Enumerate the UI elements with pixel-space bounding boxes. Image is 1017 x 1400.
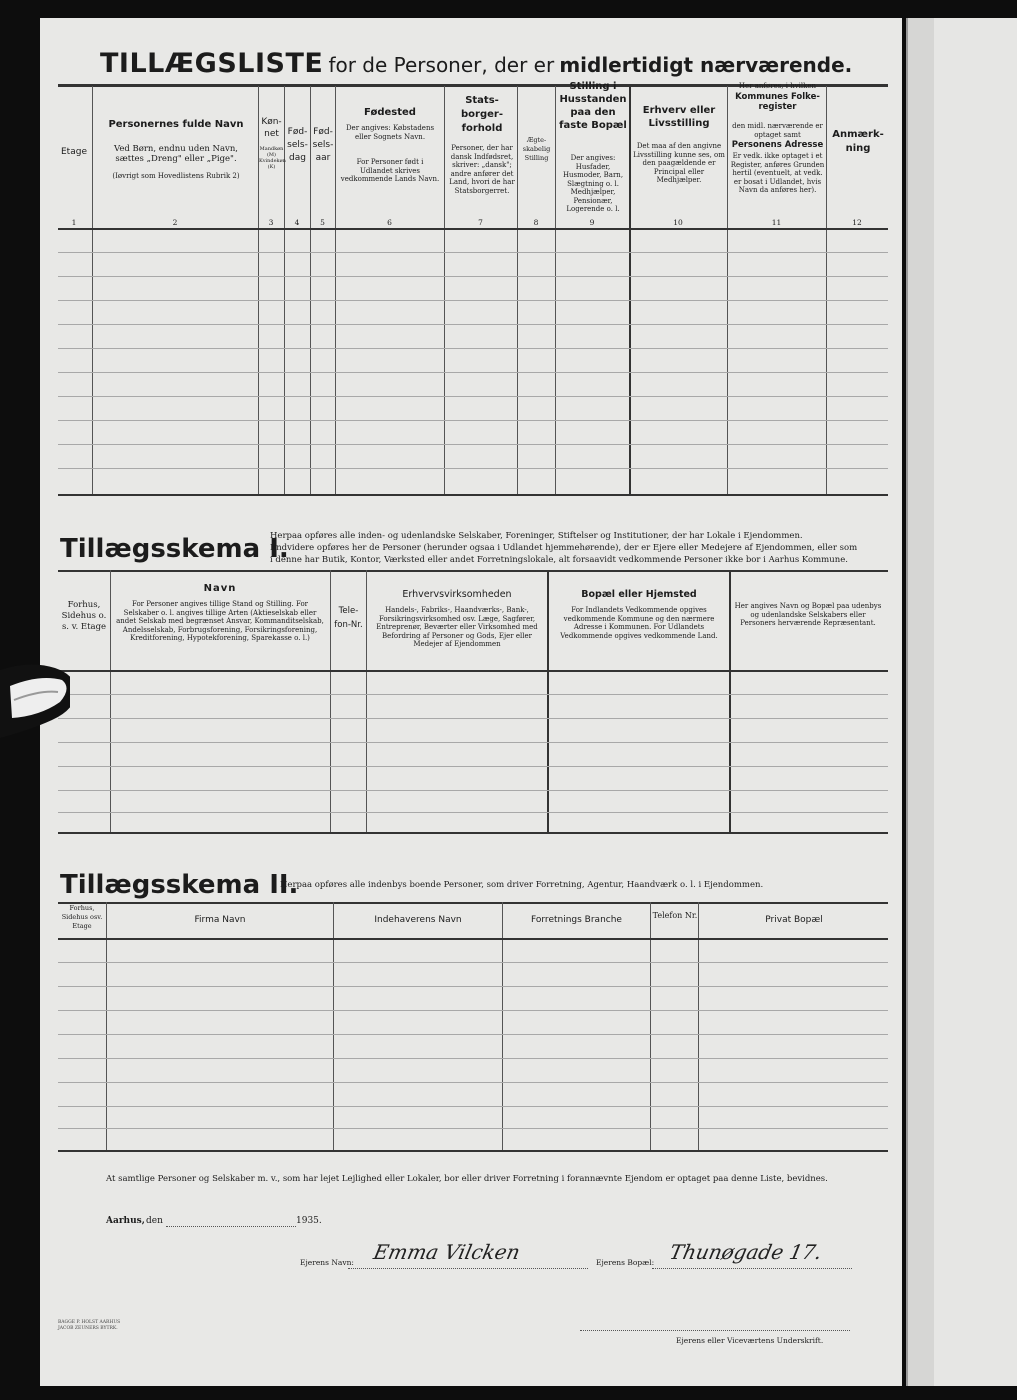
t1-sub-stats: Personer, der har dansk Indfødsret, skriver: „dansk"; andre anfører det Land, hvori de har Statsborgerret. — [449, 144, 515, 195]
skema1-desc-2: Endvidere opføres her de Personer (herunder ogsaa i Udlandet hjemmehørende), der er Ejere eller Medejere af Ejendommen, eller som — [270, 543, 858, 553]
t1-num: 1 — [71, 218, 77, 227]
t1-num: 12 — [852, 218, 862, 227]
title-rest1: for de Personer, der er — [328, 53, 555, 77]
s1-head-bopael: Bopæl eller Hjemsted — [581, 589, 697, 600]
title-main: TILLÆGSLISTE — [100, 48, 324, 79]
footer-statement: At samtlige Personer og Selskaber m. v., som har lejet Lejlighed eller Lokaler, bor eller driver Forretning i forannævnte Ejendom er optaget paa denne Liste, bevidnes. — [106, 1174, 828, 1184]
t1-num: 10 — [673, 218, 683, 227]
s2-row-line — [58, 1082, 888, 1083]
s1-head-telefon: Tele-fon-Nr. — [334, 606, 363, 630]
s1-head-erhverv: Erhvervsvirksomheden — [402, 589, 512, 600]
s1-row-line — [58, 766, 888, 767]
t1-num: 2 — [172, 218, 178, 227]
skema1-desc — [270, 530, 890, 566]
s2-head-etage: Forhus, Sidehus osv. Etage — [61, 904, 103, 930]
t1-sub-stilling: Der angives: Husfader, Husmoder, Barn, Slægtning o. l. Medhjælper, Pensionær, Logerende o. l. — [562, 154, 624, 213]
t1-row-line — [58, 372, 888, 373]
t1-head-fodselsdag: Fød-sels-dag — [287, 127, 308, 163]
s2-row-line — [58, 1058, 888, 1059]
owner-name-line — [348, 1268, 588, 1269]
s1-col-line — [729, 570, 731, 832]
t1-sub-folkereg: den midl. nærværende er optaget samt — [732, 122, 823, 139]
skema2-desc: Herpaa opføres alle indenbys boende Personer, som driver Forretning, Agentur, Haandværk o. l. i Ejendommen. — [280, 880, 764, 890]
t1-head-stilling: Stilling i Husstanden paa den faste Bopæl — [559, 81, 627, 131]
s1-row-line — [58, 718, 888, 719]
t1-head-erhverv: Erhverv eller Livsstilling — [642, 105, 716, 129]
s2-row-line — [58, 986, 888, 987]
t1-row-line — [58, 348, 888, 349]
s1-col-line — [366, 570, 367, 832]
s2-row-line — [58, 1128, 888, 1129]
s1-sub-erhverv: Handels-, Fabriks-, Haandværks-, Bank-, Forsikringsvirksomhed osv. Læge, Sagfører, Entreprenør, Beværter eller Virksomhed med Befordring af Personer og Gods, Ejer eller Medejer af Ejendommen — [376, 606, 538, 648]
s2-row-line — [58, 1010, 888, 1011]
t1-sub2-fodested: For Personer født i Udlandet skrives vedkommende Lands Navn. — [340, 158, 440, 183]
s1-col-line — [547, 570, 549, 832]
owner-address-label: Ejerens Bopæl: — [596, 1258, 655, 1267]
t1-num: 3 — [268, 218, 274, 227]
t1-head-folkereg: Kommunes Folke-register — [735, 92, 820, 112]
skema1-desc-1: Herpaa opføres alle inden- og udenlandske Selskaber, Foreninger, Stiftelser og Institutioner, der har Lokale i Ejendommen. — [270, 531, 803, 541]
t1-row-line — [58, 324, 888, 325]
s1-sub-bopael: For Indlandets Vedkommende opgives vedkommende Kommune og den nærmere Adresse i Kommunen. For Udlandets Vedkommende opgives vedkommende Land. — [560, 606, 718, 640]
t1-col-line — [555, 86, 556, 494]
t1-sub2-folkereg: Er vedk. ikke optaget i et Register, anføres Grunden hertil (eventuelt, at vedk. er bosat i Udlandet, hvis Navn da anføres her). — [730, 152, 825, 194]
s2-bottom-rule — [58, 1150, 888, 1152]
t1-head-konnet: Køn-net — [261, 117, 282, 139]
t1-bottom-rule — [58, 494, 888, 496]
t1-head-navn: Personernes fulde Navn — [108, 119, 244, 130]
t1-row-line — [58, 444, 888, 445]
footer-den: den — [146, 1216, 163, 1226]
t1-pre-folkereg: Her anføres, i hvilken — [738, 82, 817, 90]
s1-row-line — [58, 694, 888, 695]
footer-city: Aarhus, — [106, 1216, 145, 1226]
s2-head-branche: Forretnings Branche — [531, 915, 622, 925]
t1-head-stats: Stats-borger-forhold — [461, 95, 503, 134]
t1-num: 7 — [478, 218, 483, 227]
t1-sub-erhverv: Det maa af den angivne Livsstilling kunne ses, om den paagældende er Principal eller Medhjælper. — [633, 142, 725, 184]
footer-year: 1935. — [296, 1216, 322, 1226]
t1-head2-folkereg: Personens Adresse — [731, 140, 824, 150]
t1-header-rule — [58, 228, 888, 230]
t1-col-line — [629, 86, 631, 494]
t1-sub-fodested: Der angives: Købstadens eller Sognets Navn. — [345, 124, 435, 141]
s2-header-rule — [58, 938, 888, 940]
s1-bottom-rule — [58, 832, 888, 834]
owner-address-handwriting: Thunøgade 17. — [667, 1240, 825, 1264]
skema2-title: Tillægsskema II. — [60, 870, 299, 900]
adjacent-page — [932, 18, 1017, 1386]
form-title — [100, 48, 900, 82]
t1-col-line — [92, 86, 93, 494]
s2-head-privat: Privat Bopæl — [765, 915, 823, 925]
owner-name-handwriting: Emma Vilcken — [371, 1240, 523, 1264]
t1-num: 9 — [589, 218, 595, 227]
t1-row-line — [58, 252, 888, 253]
skema1-title: Tillægsskema I. — [60, 534, 289, 564]
s1-col-line — [110, 570, 111, 832]
t1-row-line — [58, 396, 888, 397]
t1-row-line — [58, 420, 888, 421]
s2-head-indehaver: Indehaverens Navn — [374, 915, 462, 925]
t1-num: 6 — [387, 218, 392, 227]
t1-col-line — [826, 86, 827, 494]
form-page — [40, 18, 902, 1386]
t1-col-line — [727, 86, 728, 494]
s1-head-etage: Forhus, Sidehus o. s. v. Etage — [61, 600, 107, 632]
s1-row-line — [58, 742, 888, 743]
s1-row-line — [58, 790, 888, 791]
s1-head-navn: Navn — [203, 583, 237, 594]
s2-row-line — [58, 1106, 888, 1107]
t1-col-line — [444, 86, 445, 494]
t1-num: 8 — [533, 218, 539, 227]
s2-head-firma: Firma Navn — [194, 915, 246, 925]
skema1-desc-3: i denne har Butik, Kontor, Værksted eller andet Forretningslokale, alt forsaavidt vedkommende Personer ikke bor i Aarhus Kommune. — [270, 555, 848, 565]
t1-sub-navn: Ved Børn, endnu uden Navn, sættes „Dreng" eller „Pige". — [113, 144, 239, 164]
page-gutter — [906, 18, 934, 1386]
t1-head-fodselsaar: Fød-sels-aar — [312, 127, 334, 163]
binder-clip — [0, 660, 70, 750]
s2-row-line — [58, 1034, 888, 1035]
t1-sub2-navn: (Iøvrigt som Hovedlistens Rubrik 2) — [112, 172, 240, 180]
t1-head-anmaerk: Anmærk-ning — [832, 129, 884, 154]
skema2-top-rule — [58, 902, 888, 904]
t1-head-fodested: Fødested — [364, 107, 416, 118]
s2-head-telefon: Telefon Nr. — [652, 911, 698, 920]
owner-address-line — [652, 1268, 852, 1269]
signature-line — [580, 1330, 850, 1331]
signature-label: Ejerens eller Viceværtens Underskrift. — [676, 1336, 824, 1345]
skema1-top-rule — [58, 570, 888, 572]
t1-row-line — [58, 300, 888, 301]
s2-row-line — [58, 962, 888, 963]
t1-num: 4 — [294, 218, 300, 227]
t1-num: 5 — [320, 218, 325, 227]
s1-row-line — [58, 812, 888, 813]
t1-head-aegte: Ægte-skabelig Stilling — [522, 136, 551, 162]
t1-row-line — [58, 276, 888, 277]
owner-name-label: Ejerens Navn: — [300, 1258, 354, 1267]
t1-sub-konnet: Mandkøn (M) Kvindekøn (K) — [259, 146, 286, 170]
t1-row-line — [58, 468, 888, 469]
s1-sub-navn: For Personer angives tillige Stand og Stilling. For Selskaber o. l. angives tillige Arten (Aktieselskab eller andet Selskab med begrænset Ansvar, Kommanditselskab, Andelsselskab, Forbrugsforening, Forsikringsforening, Kreditforening, Hypotekforening, Sparekasse o. l.) — [116, 600, 324, 642]
date-line — [166, 1226, 296, 1227]
s1-sub-repraesentant: Her angives Navn og Bopæl paa udenbys og udenlandske Selskabers eller Personers herværende Repræsentant. — [734, 602, 882, 627]
t1-head-etage: Etage — [61, 147, 87, 157]
title-rest2: midlertidigt nærværende. — [559, 53, 853, 77]
t1-col-line — [335, 86, 336, 494]
printer-mark: BAGGE P. HOLST AARHUS JACOB ZEUNERS BYTRK. — [58, 1320, 121, 1331]
t1-num: 11 — [771, 218, 782, 227]
s1-header-rule — [58, 670, 888, 672]
